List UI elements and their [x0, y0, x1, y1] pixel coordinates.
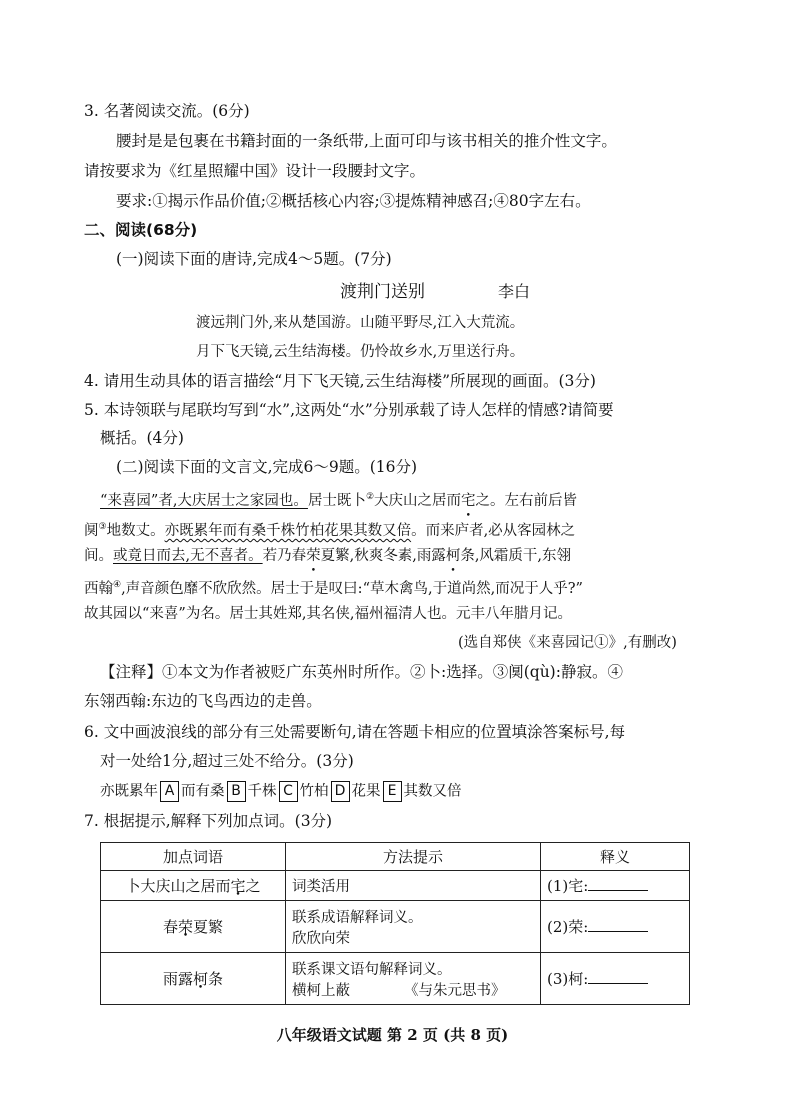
- row1-word: [101, 871, 286, 901]
- row3-word: [101, 953, 286, 1005]
- segment-text: 而有桑: [181, 783, 225, 800]
- q4-text: 4. 请用生动具体的语言描绘“月下飞天镜,云生结海楼”所展现的画面。(3分): [84, 372, 596, 390]
- footnote-marker: ④: [113, 580, 122, 590]
- prose-text: 西翰: [84, 580, 113, 597]
- segment-text: 竹柏: [299, 783, 329, 800]
- segment-text: 千株: [247, 783, 277, 800]
- q3-requirements: 要求:①揭示作品价值;②概括核心内容;③提炼精神感召;④80字左右。: [116, 192, 591, 210]
- word-text: 条: [208, 970, 224, 988]
- answer-blank[interactable]: [588, 917, 648, 932]
- prose-underlined-sentence-1: “来喜园”者,大庆居士之家园也。: [100, 492, 308, 509]
- table-header-row: [101, 843, 690, 871]
- segment-text: 亦既累年: [100, 783, 158, 800]
- q7-table: [100, 842, 690, 1005]
- dotted-word-zhai: 宅: [461, 492, 476, 509]
- hint-line: 联系课文语句解释词义。: [292, 961, 452, 978]
- prose-source: (选自郑侠《来喜园记①》,有删改): [458, 635, 677, 651]
- table-row: [101, 871, 690, 901]
- poem-line-1: 渡远荆门外,来从楚国游。山随平野尽,江入大荒流。: [196, 315, 525, 331]
- header-meaning: 释义: [541, 843, 690, 871]
- prose-text: 大庆山之居而: [374, 492, 462, 509]
- dotted-word-rong: 荣: [306, 548, 321, 564]
- dotted-word: 宅: [230, 877, 246, 895]
- row1-answer[interactable]: [541, 871, 690, 901]
- answer-blank[interactable]: [588, 876, 648, 891]
- table-row: [101, 953, 690, 1005]
- q3-title: 3. 名著阅读交流。(6分): [84, 102, 250, 120]
- word-text: 雨露: [162, 970, 193, 988]
- prose-text: 条,风霜质干,东翎: [460, 548, 572, 564]
- option-box-e[interactable]: E: [383, 781, 402, 802]
- option-box-a[interactable]: A: [160, 781, 179, 802]
- option-box-c[interactable]: C: [279, 781, 298, 802]
- hint-quote: 横柯上蔽: [292, 982, 350, 999]
- word-text: 卜大庆山之居而: [125, 877, 231, 895]
- table-row: [101, 901, 690, 953]
- q5-line-1: 5. 本诗领联与尾联均写到“水”,这两处“水”分别承载了诗人怎样的情感?请简要: [84, 401, 614, 419]
- prose-text: 地数丈。: [106, 522, 165, 539]
- hint-line: 联系成语解释词义。: [292, 909, 423, 926]
- poem-line-2: 月下飞天镜,云生结海楼。仍怜故乡水,万里送行舟。: [196, 344, 525, 360]
- prose-text: 夏繁,秋爽冬素,雨露: [320, 548, 446, 564]
- section-heading: 二、阅读(68分): [84, 221, 198, 239]
- prose-line-3: [84, 546, 571, 566]
- prose-line-2: [84, 517, 575, 541]
- page-footer: 八年级语文试题 第 2 页 (共 8 页): [276, 1026, 509, 1044]
- prose-line-5: 故其园以“来喜”为名。居士其姓郑,其名侠,福州福清人也。元丰八年腊月记。: [84, 606, 573, 622]
- prose-text: 若乃春: [262, 548, 307, 564]
- prose-text: 。而来庐者,必从客园林之: [411, 522, 576, 539]
- dotted-word: 柯: [192, 970, 208, 988]
- prose-text: 阒: [84, 522, 99, 539]
- dotted-word: 荣: [177, 918, 193, 936]
- answer-blank[interactable]: [588, 969, 648, 984]
- row3-answer[interactable]: [541, 953, 690, 1005]
- prose-text: 之。左右前后皆: [475, 492, 578, 509]
- hint-line: 欣欣向荣: [292, 930, 350, 947]
- segment-text: 其数又倍: [403, 783, 462, 800]
- footnote-marker: ③: [98, 522, 107, 532]
- answer-label: (2)荣:: [547, 918, 589, 936]
- q3-paragraph-2: 请按要求为《红星照耀中国》设计一段腰封文字。: [84, 162, 426, 180]
- poem-title: 渡荆门送别: [340, 282, 425, 302]
- hint-line: [292, 979, 534, 1000]
- row1-hint: 词类活用: [286, 871, 541, 901]
- poem-author: 李白: [498, 282, 531, 301]
- answer-label: (3)柯:: [547, 970, 589, 988]
- prose-text: 间。: [84, 548, 113, 564]
- segment-text: 花果: [351, 783, 381, 800]
- q5-line-2: 概括。(4分): [100, 429, 184, 447]
- word-text: 夏繁: [193, 918, 224, 936]
- header-word: 加点词语: [101, 843, 286, 871]
- row2-hint: [286, 901, 541, 953]
- prose-line-4: [84, 575, 583, 599]
- q6-segment-line: [100, 781, 462, 802]
- option-box-d[interactable]: D: [331, 781, 350, 802]
- row2-word: [101, 901, 286, 953]
- part1-intro: (一)阅读下面的唐诗,完成4～5题。(7分): [116, 250, 392, 268]
- hint-source: 《与朱元思书》: [404, 982, 506, 999]
- dotted-word-ke: 柯: [445, 548, 461, 564]
- prose-text: 居士既卜: [307, 492, 366, 509]
- notes-line-2: 东翎西翰:东边的飞鸟西边的走兽。: [84, 692, 322, 710]
- part2-intro: (二)阅读下面的文言文,完成6～9题。(16分): [116, 458, 418, 476]
- answer-label: (1)宅:: [547, 877, 589, 895]
- q3-paragraph-1: 腰封是是包裹在书籍封面的一条纸带,上面可印与该书相关的推介性文字。: [116, 132, 617, 150]
- row3-hint: [286, 953, 541, 1005]
- q6-line-2: 对一处给1分,超过三处不给分。(3分): [100, 752, 354, 770]
- row2-answer[interactable]: [541, 901, 690, 953]
- q7-title: 7. 根据提示,解释下列加点词。(3分): [84, 812, 333, 830]
- notes-line-1: 【注释】①本文为作者被贬广东英州时所作。②卜:选择。③阒(qù):静寂。④: [100, 663, 623, 681]
- word-text: 之: [245, 877, 261, 895]
- q6-line-1: 6. 文中画波浪线的部分有三处需要断句,请在答题卡相应的位置填涂答案标号,每: [84, 723, 626, 741]
- word-text: 春: [162, 918, 178, 936]
- wavy-underlined-sentence: 亦既累年而有桑千株竹柏花果其数又倍: [164, 522, 412, 539]
- header-hint: 方法提示: [286, 843, 541, 871]
- option-box-b[interactable]: B: [227, 781, 246, 802]
- footnote-marker: ②: [365, 492, 375, 502]
- prose-line-1: [100, 487, 577, 511]
- prose-underlined-sentence-2: 或竟日而去,无不喜者。: [113, 548, 263, 564]
- prose-text: ,声音颜色靡不欣欣然。居士于是叹曰:“草木禽鸟,于道尚然,而况于人乎?”: [121, 580, 583, 597]
